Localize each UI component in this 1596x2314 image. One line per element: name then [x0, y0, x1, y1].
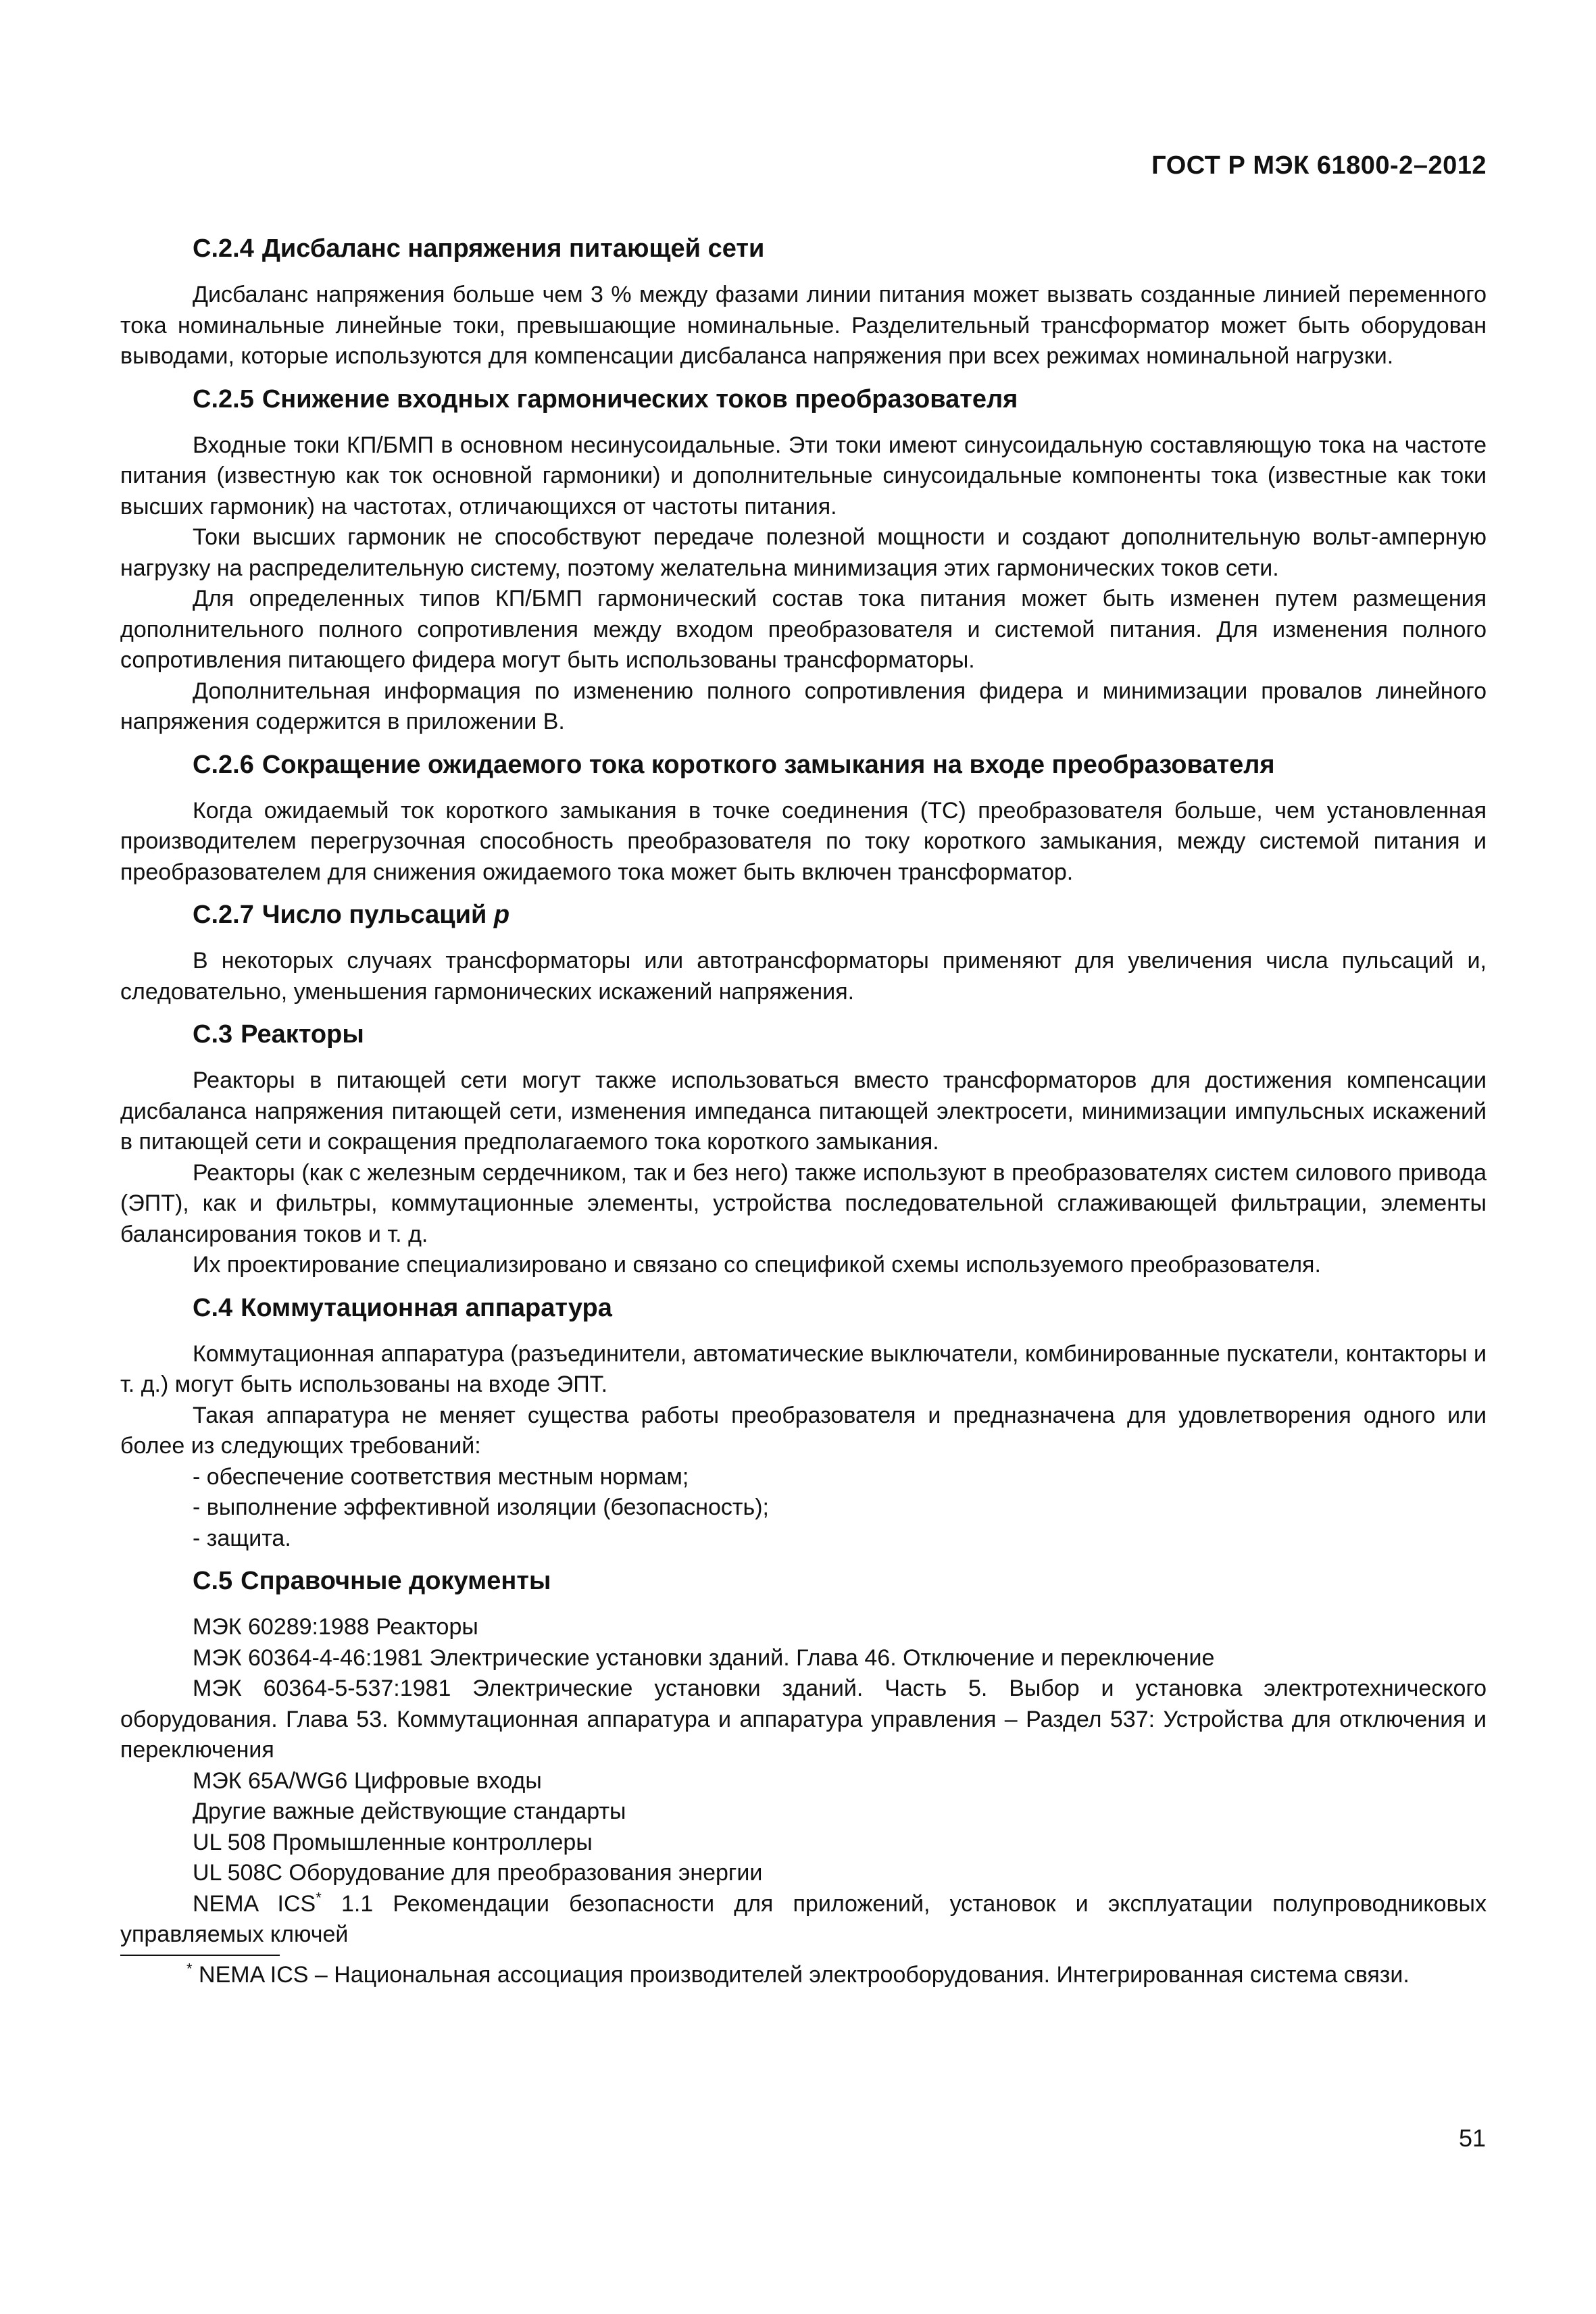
- paragraph: Реакторы в питающей сети могут также использоваться вместо трансформаторов для достижения компенсации дисбаланса напряжения питающей сети, изменения импеданса питающей электросети, минимизации импульсных искажений в питающей сети и сокращения предполагаемого тока короткого замыкания.: [120, 1067, 1487, 1155]
- footnote: [120, 1960, 1487, 1991]
- page-content: [120, 146, 1487, 1990]
- reference-item: UL 508 Промышленные контроллеры: [193, 1829, 593, 1855]
- reference-text: NEMA ICS: [193, 1890, 316, 1917]
- paragraph: Коммутационная аппаратура (разъединители, автоматические выключатели, комбинированные пускатели, контакторы и т. д.) могут быть использованы на входе ЭПТ.: [120, 1340, 1487, 1397]
- section-number: С.4: [193, 1293, 233, 1322]
- section-title-variable: p: [493, 901, 510, 929]
- section-heading-c25: [120, 383, 1487, 416]
- footnote-divider: [120, 1955, 280, 1956]
- section-heading-c3: [120, 1018, 1487, 1051]
- section-number: С.2.5: [193, 384, 254, 413]
- reference-item: МЭК 60289:1988 Реакторы: [193, 1614, 478, 1640]
- footnote-marker[interactable]: *: [316, 1889, 322, 1907]
- section-number: С.5: [193, 1567, 233, 1595]
- page-number: 51: [1458, 2124, 1486, 2152]
- section-heading-c24: [120, 232, 1487, 265]
- section-heading-c26: [120, 749, 1487, 781]
- section-title: Справочные документы: [241, 1567, 551, 1595]
- footnote-text: NEMA ICS – Национальная ассоциация производителей электрооборудования. Интегрированная система связи.: [192, 1961, 1410, 1988]
- reference-text: 1.1 Рекомендации безопасности для приложений, установок и эксплуатации полупроводниковых управляемых ключей: [120, 1890, 1487, 1947]
- section-number: С.3: [193, 1020, 233, 1049]
- paragraph: Их проектирование специализировано и связано со спецификой схемы используемого преобразователя.: [193, 1252, 1321, 1278]
- list-item: - защита.: [193, 1525, 291, 1551]
- section-title: Сокращение ожидаемого тока короткого замыкания на входе преобразователя: [261, 750, 1275, 779]
- section-number: С.2.4: [193, 234, 254, 263]
- section-title: Реакторы: [241, 1020, 364, 1049]
- paragraph: Такая аппаратура не меняет существа работы преобразователя и предназначена для удовлетворения одного или более из следующих требований:: [120, 1402, 1487, 1459]
- section-heading-c5: [120, 1565, 1487, 1597]
- section-title: Дисбаланс напряжения питающей сети: [261, 234, 765, 263]
- paragraph: Когда ожидаемый ток короткого замыкания в точке соединения (ТС) преобразователя больше, чем установленная производителем перегрузочная способность преобразователя по току короткого замыкания, между системой питания и преобразователем для снижения ожидаемого тока может быть включен трансформатор.: [120, 797, 1487, 885]
- section-title: Коммутационная аппаратура: [241, 1293, 612, 1322]
- footnote-marker: *: [186, 1960, 193, 1978]
- paragraph: Для определенных типов КП/БМП гармонический состав тока питания может быть изменен путем размещения дополнительного полного сопротивления между входом преобразователя и системой питания. Для изменения полного сопротивления питающего фидера могут быть использованы трансформаторы.: [120, 586, 1487, 673]
- paragraph: В некоторых случаях трансформаторы или автотрансформаторы применяют для увеличения числа пульсаций и, следовательно, уменьшения гармонических искажений напряжения.: [120, 948, 1487, 1005]
- reference-item: МЭК 60364-5-537:1981 Электрические установки зданий. Часть 5. Выбор и установка электротехнического оборудования. Глава 53. Коммутационная аппаратура и аппаратура управления – Раздел 537: Устройства для отключения и переключения: [120, 1676, 1487, 1763]
- reference-item-nema: [120, 1889, 1487, 1951]
- reference-item: UL 508C Оборудование для преобразования энергии: [193, 1860, 763, 1886]
- paragraph: Токи высших гармоник не способствуют передаче полезной мощности и создают дополнительную вольт-амперную нагрузку на распределительную систему, поэтому желательна минимизация этих гармонических токов сети.: [120, 524, 1487, 581]
- paragraph: Дисбаланс напряжения больше чем 3 % между фазами линии питания может вызвать созданные линией переменного тока номинальные линейные токи, превышающие номинальные. Разделительный трансформатор может быть оборудован выводами, которые используются для компенсации дисбаланса напряжения при всех режимах номинальной нагрузки.: [120, 282, 1487, 369]
- paragraph: Реакторы (как с железным сердечником, так и без него) также используют в преобразователях систем силового привода (ЭПТ), как и фильтры, коммутационные элементы, устройства последовательной сглаживающей фильтрации, элементы балансирования токов и т. д.: [120, 1159, 1487, 1247]
- section-number: С.2.6: [193, 750, 254, 779]
- paragraph: Входные токи КП/БМП в основном несинусоидальные. Эти токи имеют синусоидальную составляющую тока на частоте питания (известную как ток основной гармоники) и дополнительные синусоидальные компоненты тока (известные как токи высших гармоник) на частотах, отличающихся от частоты питания.: [120, 432, 1487, 520]
- list-item: - выполнение эффективной изоляции (безопасность);: [193, 1494, 769, 1520]
- section-heading-c27: [120, 899, 1487, 931]
- reference-item: МЭК 60364-4-46:1981 Электрические установки зданий. Глава 46. Отключение и переключение: [193, 1644, 1215, 1671]
- section-title: Число пульсаций: [261, 901, 494, 929]
- list-item: - обеспечение соответствия местным нормам;: [193, 1463, 689, 1490]
- section-heading-c4: [120, 1292, 1487, 1324]
- paragraph: Дополнительная информация по изменению полного сопротивления фидера и минимизации провалов линейного напряжения содержится в приложении В.: [120, 678, 1487, 734]
- reference-item: Другие важные действующие стандарты: [193, 1799, 626, 1824]
- section-number: С.2.7: [193, 901, 254, 929]
- reference-item: МЭК 65A/WG6 Цифровые входы: [193, 1767, 542, 1794]
- document-code-header: ГОСТ Р МЭК 61800-2–2012: [1151, 151, 1487, 180]
- section-title: Снижение входных гармонических токов преобразователя: [261, 384, 1018, 413]
